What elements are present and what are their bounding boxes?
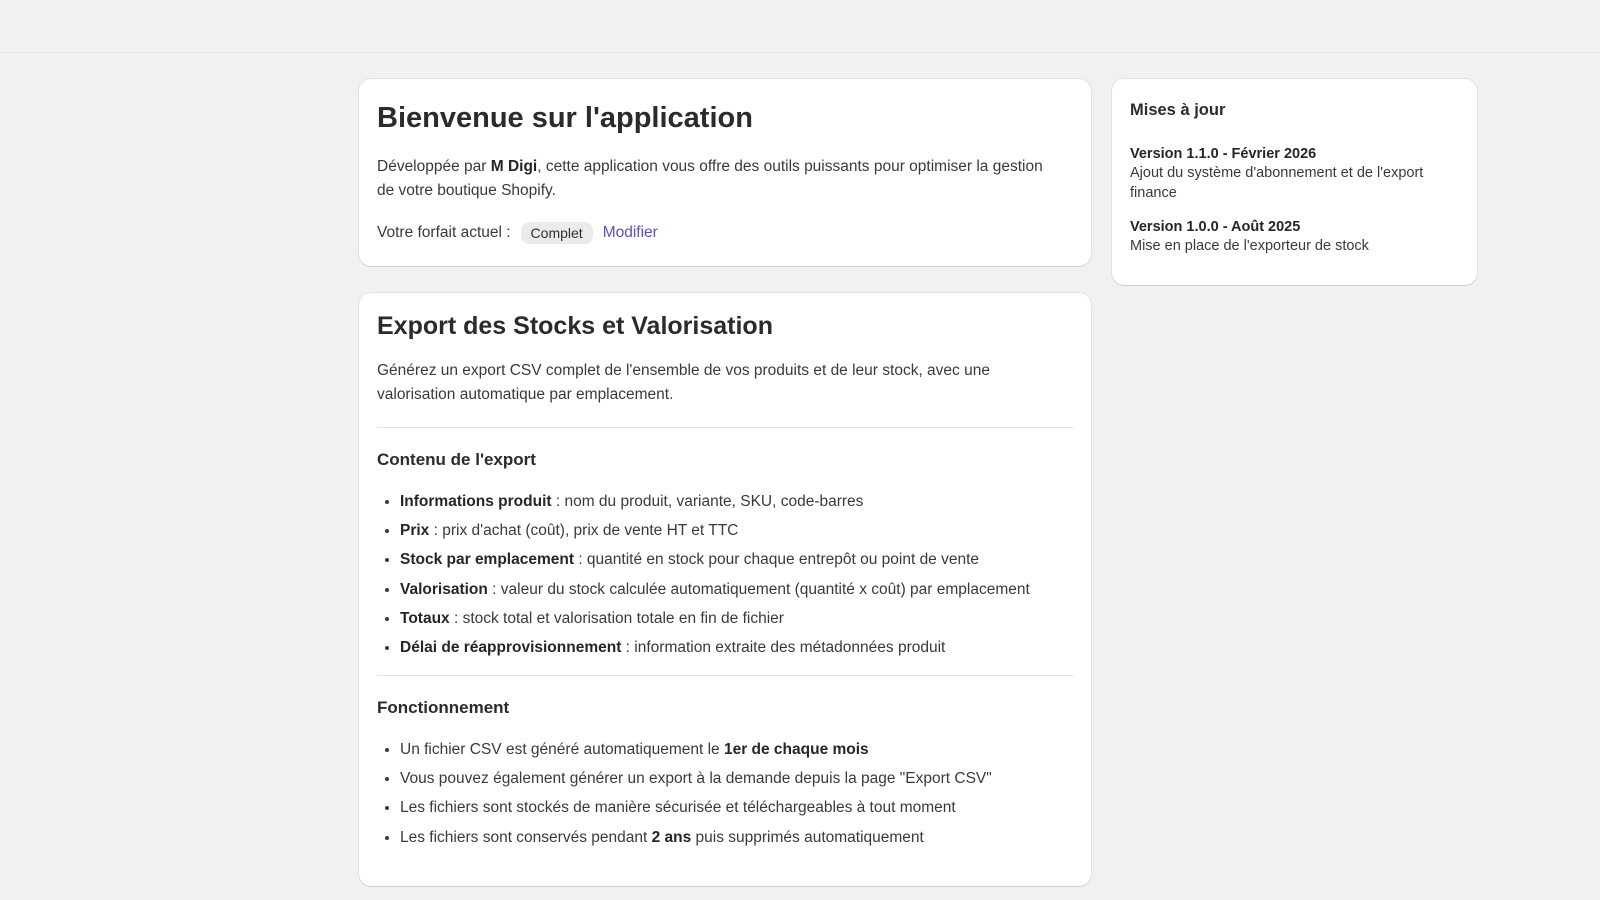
list-item [400, 609, 1073, 629]
list-item [400, 550, 1073, 570]
brand-name: M Digi [490, 158, 538, 175]
list-item-text: Les fichiers sont stockés de manière sécurisée et téléchargeables à tout moment [400, 799, 956, 817]
plan-label: Votre forfait actuel : [377, 224, 511, 241]
list-item [400, 580, 1073, 600]
modify-plan-link[interactable]: Modifier [602, 224, 658, 241]
update-entry [1130, 145, 1459, 203]
list-item-text: : information extraite des métadonnées produit [621, 638, 946, 656]
list-item-text: : nom du produit, variante, SKU, code-barres [551, 493, 864, 510]
list-item-label: Stock par emplacement [400, 551, 575, 569]
export-description: Générez un export CSV complet de l'ensemble de vos produits et de leur stock, avec une valorisation automatique par emplacement. [377, 362, 990, 403]
list-item-text: Les fichiers sont conservés pendant [400, 828, 652, 846]
export-title: Export des Stocks et Valorisation [377, 312, 773, 340]
list-item [400, 828, 1073, 848]
welcome-card [359, 79, 1091, 266]
list-item-label: Prix [400, 522, 430, 540]
update-description: Mise en place de l'exporteur de stock [1130, 238, 1369, 254]
list-item [400, 638, 1073, 658]
list-item [400, 740, 1073, 760]
update-entry [1130, 218, 1459, 257]
list-item-label: Valorisation [400, 580, 488, 598]
welcome-description [377, 155, 1057, 203]
list-item-label: Délai de réapprovisionnement [400, 638, 622, 656]
list-item [400, 492, 1073, 512]
list-item-text: puis supprimés automatiquement [691, 828, 924, 846]
welcome-desc-prefix: Développée par [377, 158, 491, 175]
updates-list [1130, 145, 1459, 257]
list-item-text: Vous pouvez également générer un export à la demande depuis la page "Export CSV" [400, 770, 992, 788]
list-item-text: Un fichier CSV est généré automatiquement le [400, 740, 724, 758]
update-description: Ajout du système d'abonnement et de l'export finance [1130, 165, 1424, 201]
list-item [400, 798, 1073, 818]
how-list [377, 740, 1073, 848]
updates-card [1112, 79, 1477, 285]
how-heading: Fonctionnement [377, 697, 510, 717]
updates-title: Mises à jour [1130, 101, 1226, 119]
list-item-text: : prix d'achat (coût), prix de vente HT et TTC [429, 522, 739, 540]
plan-row [377, 222, 1073, 244]
list-item-emphasis: 2 ans [651, 828, 692, 846]
list-item [400, 769, 1073, 789]
list-item-text: : valeur du stock calculée automatiquement (quantité x coût) par emplacement [487, 580, 1030, 598]
content-heading: Contenu de l'export [377, 450, 536, 469]
export-card [359, 293, 1091, 886]
divider [377, 675, 1073, 676]
divider [377, 427, 1073, 428]
plan-badge: Complet [521, 222, 593, 244]
list-item-label: Totaux [400, 609, 450, 627]
update-version: Version 1.1.0 - Février 2026 [1130, 146, 1317, 162]
welcome-title: Bienvenue sur l'application [377, 102, 753, 134]
list-item-text: : quantité en stock pour chaque entrepôt ou point de vente [574, 551, 980, 569]
list-item-emphasis: 1er de chaque mois [723, 740, 869, 758]
list-item-text: : stock total et valorisation totale en fin de fichier [449, 609, 784, 627]
top-bar [0, 0, 1600, 53]
welcome-desc-suffix: , cette application vous offre des outils puissants pour optimiser la gestion de votre boutique Shopify. [377, 158, 1043, 199]
list-item-label: Informations produit [400, 493, 552, 510]
content-list [377, 492, 1073, 658]
list-item [400, 521, 1073, 541]
update-version: Version 1.0.0 - Août 2025 [1130, 219, 1301, 235]
